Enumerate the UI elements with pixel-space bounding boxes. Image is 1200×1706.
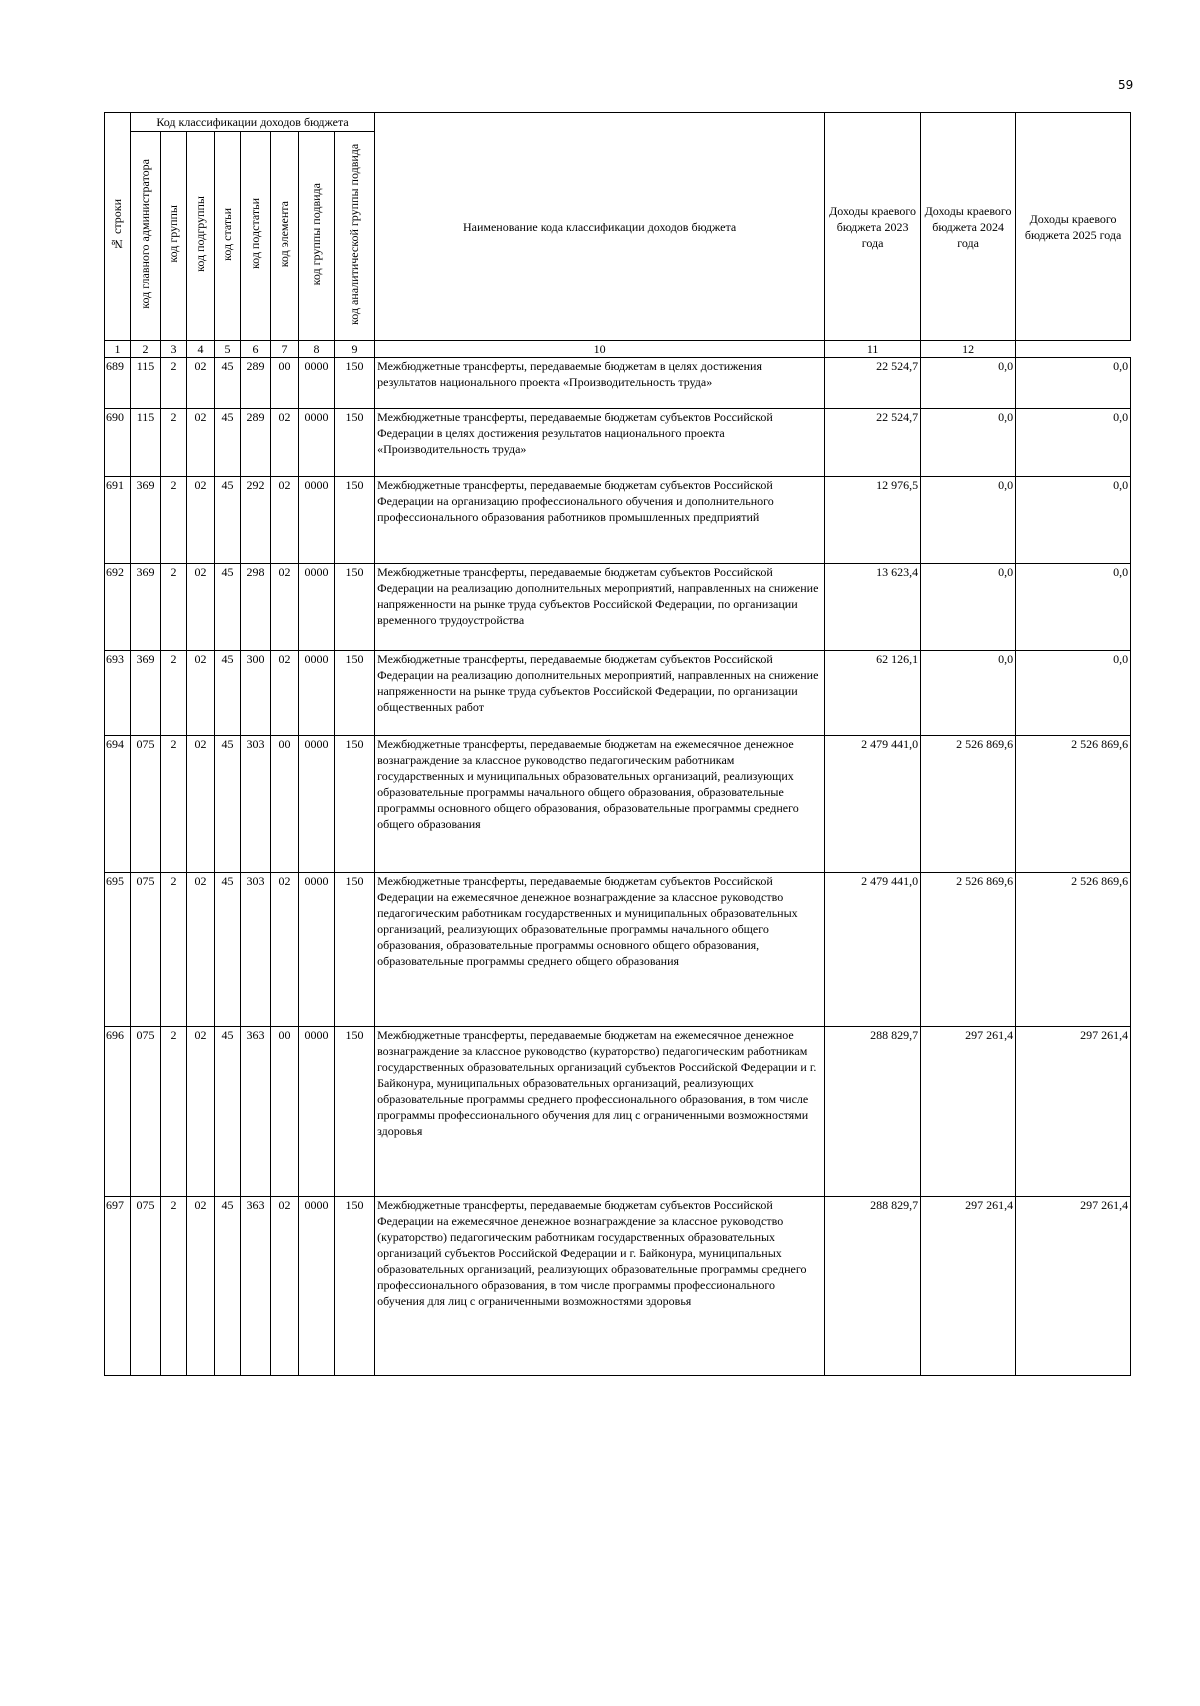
income-2025: 2 526 869,6 <box>1016 736 1131 873</box>
row-number: 691 <box>105 477 131 564</box>
column-number: 7 <box>271 341 299 358</box>
admin-code: 075 <box>131 1197 161 1376</box>
admin-code: 369 <box>131 651 161 736</box>
header-income-2023: Доходы краевого бюджета 2023 года <box>825 113 921 341</box>
classification-name: Межбюджетные трансферты, передаваемые бюджетам на ежемесячное денежное вознаграждение за классное руководство (кураторство) педагогическим работникам государственных образовательных организаций субъектов Российской Федерации и г. Байконура, муниципальных образовательных организаций, реализующих образовательные программы среднего профессионального образования, в том числе программы профессионального обучения для лиц с ограниченными возможностями здоровья <box>375 1027 825 1197</box>
subtype-group-code: 0000 <box>299 1027 335 1197</box>
analytic-group-code: 150 <box>335 651 375 736</box>
subgroup-code: 02 <box>187 409 215 477</box>
header-code-group: Код классификации доходов бюджета <box>131 113 375 132</box>
classification-name: Межбюджетные трансферты, передаваемые бюджетам субъектов Российской Федерации на ежемесячное денежное вознаграждение за классное руководство (кураторство) педагогическим работникам государственных образовательных организаций субъектов Российской Федерации и г. Байконура, муниципальных образовательных организаций, реализующих образовательные программы среднего профессионального образования, в том числе программы профессионального обучения для лиц с ограниченными возможностями здоровья <box>375 1197 825 1376</box>
subgroup-code: 02 <box>187 1197 215 1376</box>
income-2024: 2 526 869,6 <box>921 873 1016 1027</box>
income-2025: 2 526 869,6 <box>1016 873 1131 1027</box>
subgroup-code: 02 <box>187 477 215 564</box>
income-2024: 0,0 <box>921 409 1016 477</box>
header-code-subgroup: код подгруппы <box>187 132 215 341</box>
column-number: 3 <box>161 341 187 358</box>
income-2025: 0,0 <box>1016 477 1131 564</box>
admin-code: 369 <box>131 477 161 564</box>
subarticle-code: 363 <box>241 1197 271 1376</box>
income-2024: 0,0 <box>921 651 1016 736</box>
income-2023: 2 479 441,0 <box>825 873 921 1027</box>
column-number-row <box>105 341 1131 358</box>
admin-code: 369 <box>131 564 161 651</box>
subtype-group-code: 0000 <box>299 651 335 736</box>
admin-code: 115 <box>131 358 161 409</box>
subgroup-code: 02 <box>187 651 215 736</box>
income-2023: 22 524,7 <box>825 358 921 409</box>
table-body <box>105 358 1131 1376</box>
column-number: 8 <box>299 341 335 358</box>
group-code: 2 <box>161 358 187 409</box>
element-code: 02 <box>271 651 299 736</box>
group-code: 2 <box>161 409 187 477</box>
row-number: 690 <box>105 409 131 477</box>
subgroup-code: 02 <box>187 736 215 873</box>
income-2023: 2 479 441,0 <box>825 736 921 873</box>
group-code: 2 <box>161 1027 187 1197</box>
income-2024: 0,0 <box>921 477 1016 564</box>
income-2024: 297 261,4 <box>921 1197 1016 1376</box>
header-income-2025: Доходы краевого бюджета 2025 года <box>1016 113 1131 341</box>
group-code: 2 <box>161 477 187 564</box>
income-2024: 0,0 <box>921 564 1016 651</box>
classification-name: Межбюджетные трансферты, передаваемые бюджетам субъектов Российской Федерации на ежемесячное денежное вознаграждение за классное руководство педагогическим работникам государственных и муниципальных образовательных организаций, реализующих образовательные программы начального общего образования, образовательные программы основного общего образования, образовательные программы среднего общего образования <box>375 873 825 1027</box>
table-row <box>105 873 1131 1027</box>
income-2024: 2 526 869,6 <box>921 736 1016 873</box>
table-row <box>105 564 1131 651</box>
classification-name: Межбюджетные трансферты, передаваемые бюджетам субъектов Российской Федерации на реализацию дополнительных мероприятий, направленных на снижение напряженности на рынке труда субъектов Российской Федерации, по организации временного трудоустройства <box>375 564 825 651</box>
header-code-subarticle: код подстатьи <box>241 132 271 341</box>
column-number: 10 <box>375 341 825 358</box>
article-code: 45 <box>215 358 241 409</box>
table-row <box>105 1027 1131 1197</box>
income-2025: 297 261,4 <box>1016 1197 1131 1376</box>
subarticle-code: 292 <box>241 477 271 564</box>
row-number: 689 <box>105 358 131 409</box>
header-code-element: код элемента <box>271 132 299 341</box>
income-2023: 22 524,7 <box>825 409 921 477</box>
income-2025: 0,0 <box>1016 651 1131 736</box>
subtype-group-code: 0000 <box>299 873 335 1027</box>
subarticle-code: 303 <box>241 873 271 1027</box>
subtype-group-code: 0000 <box>299 564 335 651</box>
subgroup-code: 02 <box>187 873 215 1027</box>
column-number: 1 <box>105 341 131 358</box>
row-number: 694 <box>105 736 131 873</box>
income-2024: 297 261,4 <box>921 1027 1016 1197</box>
column-number: 2 <box>131 341 161 358</box>
subgroup-code: 02 <box>187 358 215 409</box>
article-code: 45 <box>215 736 241 873</box>
group-code: 2 <box>161 651 187 736</box>
header-code-article: код статьи <box>215 132 241 341</box>
subarticle-code: 303 <box>241 736 271 873</box>
element-code: 02 <box>271 409 299 477</box>
table-row <box>105 409 1131 477</box>
income-2025: 0,0 <box>1016 358 1131 409</box>
article-code: 45 <box>215 873 241 1027</box>
admin-code: 075 <box>131 873 161 1027</box>
revenue-classification-table <box>104 112 1131 1376</box>
subarticle-code: 298 <box>241 564 271 651</box>
income-2023: 288 829,7 <box>825 1027 921 1197</box>
income-2023: 288 829,7 <box>825 1197 921 1376</box>
element-code: 00 <box>271 1027 299 1197</box>
analytic-group-code: 150 <box>335 873 375 1027</box>
table-row <box>105 477 1131 564</box>
table-row <box>105 358 1131 409</box>
page-number: 59 <box>1118 78 1134 92</box>
row-number: 695 <box>105 873 131 1027</box>
analytic-group-code: 150 <box>335 1197 375 1376</box>
analytic-group-code: 150 <box>335 1027 375 1197</box>
column-number: 4 <box>187 341 215 358</box>
column-number: 9 <box>335 341 375 358</box>
subgroup-code: 02 <box>187 1027 215 1197</box>
article-code: 45 <box>215 1027 241 1197</box>
subarticle-code: 363 <box>241 1027 271 1197</box>
income-2025: 0,0 <box>1016 409 1131 477</box>
group-code: 2 <box>161 736 187 873</box>
header-code-subtype-group: код группы подвида <box>299 132 335 341</box>
income-2023: 12 976,5 <box>825 477 921 564</box>
classification-name: Межбюджетные трансферты, передаваемые бюджетам субъектов Российской Федерации на организацию профессионального обучения и дополнительного профессионального образования работников промышленных предприятий <box>375 477 825 564</box>
analytic-group-code: 150 <box>335 477 375 564</box>
element-code: 00 <box>271 736 299 873</box>
table-row <box>105 736 1131 873</box>
column-number: 12 <box>921 341 1016 358</box>
header-row-number: № строки <box>105 113 131 341</box>
subtype-group-code: 0000 <box>299 358 335 409</box>
subtype-group-code: 0000 <box>299 736 335 873</box>
row-number: 696 <box>105 1027 131 1197</box>
article-code: 45 <box>215 651 241 736</box>
header-code-admin: код главного администратора <box>131 132 161 341</box>
subarticle-code: 289 <box>241 358 271 409</box>
admin-code: 115 <box>131 409 161 477</box>
income-2025: 0,0 <box>1016 564 1131 651</box>
subtype-group-code: 0000 <box>299 477 335 564</box>
header-code-analytic-group: код аналитической группы подвида <box>335 132 375 341</box>
row-number: 692 <box>105 564 131 651</box>
header-code-group-col: код группы <box>161 132 187 341</box>
income-2024: 0,0 <box>921 358 1016 409</box>
article-code: 45 <box>215 1197 241 1376</box>
row-number: 693 <box>105 651 131 736</box>
group-code: 2 <box>161 873 187 1027</box>
income-2023: 62 126,1 <box>825 651 921 736</box>
element-code: 00 <box>271 358 299 409</box>
group-code: 2 <box>161 564 187 651</box>
header-name: Наименование кода классификации доходов бюджета <box>375 113 825 341</box>
table-row <box>105 651 1131 736</box>
subarticle-code: 300 <box>241 651 271 736</box>
subtype-group-code: 0000 <box>299 1197 335 1376</box>
element-code: 02 <box>271 477 299 564</box>
column-number: 5 <box>215 341 241 358</box>
element-code: 02 <box>271 873 299 1027</box>
article-code: 45 <box>215 409 241 477</box>
classification-name: Межбюджетные трансферты, передаваемые бюджетам субъектов Российской Федерации в целях достижения результатов национального проекта «Производительность труда» <box>375 409 825 477</box>
classification-name: Межбюджетные трансферты, передаваемые бюджетам в целях достижения результатов национального проекта «Производительность труда» <box>375 358 825 409</box>
income-2025: 297 261,4 <box>1016 1027 1131 1197</box>
subarticle-code: 289 <box>241 409 271 477</box>
group-code: 2 <box>161 1197 187 1376</box>
subtype-group-code: 0000 <box>299 409 335 477</box>
income-2023: 13 623,4 <box>825 564 921 651</box>
admin-code: 075 <box>131 736 161 873</box>
classification-name: Межбюджетные трансферты, передаваемые бюджетам на ежемесячное денежное вознаграждение за классное руководство педагогическим работникам государственных и муниципальных образовательных организаций, реализующих образовательные программы начального общего образования, образовательные программы основного общего образования, образовательные программы среднего общего образования <box>375 736 825 873</box>
column-number: 6 <box>241 341 271 358</box>
subgroup-code: 02 <box>187 564 215 651</box>
classification-name: Межбюджетные трансферты, передаваемые бюджетам субъектов Российской Федерации на реализацию дополнительных мероприятий, направленных на снижение напряженности на рынке труда субъектов Российской Федерации, по организации общественных работ <box>375 651 825 736</box>
analytic-group-code: 150 <box>335 564 375 651</box>
row-number: 697 <box>105 1197 131 1376</box>
article-code: 45 <box>215 477 241 564</box>
article-code: 45 <box>215 564 241 651</box>
header-income-2024: Доходы краевого бюджета 2024 года <box>921 113 1016 341</box>
element-code: 02 <box>271 564 299 651</box>
analytic-group-code: 150 <box>335 358 375 409</box>
column-number: 11 <box>825 341 921 358</box>
analytic-group-code: 150 <box>335 736 375 873</box>
element-code: 02 <box>271 1197 299 1376</box>
analytic-group-code: 150 <box>335 409 375 477</box>
table-row <box>105 1197 1131 1376</box>
admin-code: 075 <box>131 1027 161 1197</box>
